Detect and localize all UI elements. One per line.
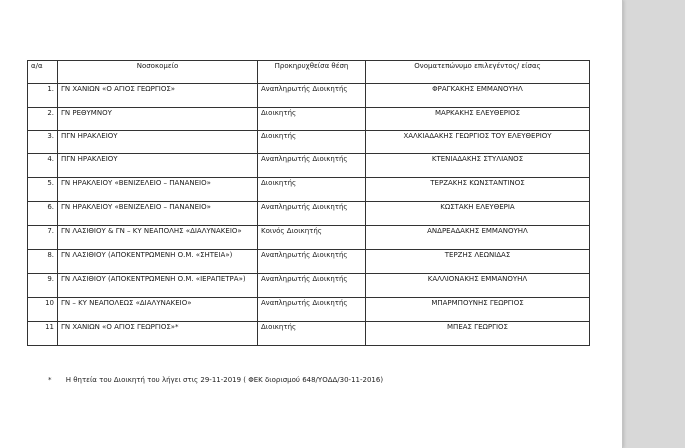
position-cell: Αναπληρωτής Διοικητής xyxy=(258,154,366,178)
row-number: 1. xyxy=(28,84,58,108)
position-cell: Αναπληρωτής Διοικητής xyxy=(258,202,366,226)
table-row xyxy=(28,202,590,226)
row-number: 2. xyxy=(28,108,58,131)
table-header-row xyxy=(28,61,590,84)
row-number: 6. xyxy=(28,202,58,226)
header-hospital: Νοσοκομείο xyxy=(58,61,258,84)
position-cell: Κοινός Διοικητής xyxy=(258,226,366,250)
name-cell: ΚΤΕΝΙΑΔΑΚΗΣ ΣΤΥΛΙΑΝΟΣ xyxy=(366,154,590,178)
row-number: 11 xyxy=(28,322,58,346)
table-row xyxy=(28,274,590,298)
name-cell: ΤΕΡΖΗΣ ΛΕΩΝΙΔΑΣ xyxy=(366,250,590,274)
table-row xyxy=(28,298,590,322)
name-cell: ΚΩΣΤΑΚΗ ΕΛΕΥΘΕΡΙΑ xyxy=(366,202,590,226)
footnote-marker: * xyxy=(48,376,52,384)
row-number: 4. xyxy=(28,154,58,178)
name-cell: ΜΠΑΡΜΠΟΥΝΗΣ ΓΕΩΡΓΙΟΣ xyxy=(366,298,590,322)
hospital-cell: ΓΝ ΛΑΣΙΘΙΟΥ (ΑΠΟΚΕΝΤΡΩΜΕΝΗ Ο.Μ. «ΣΗΤΕΙΑ») xyxy=(58,250,258,274)
row-number: 7. xyxy=(28,226,58,250)
position-cell: Αναπληρωτής Διοικητής xyxy=(258,274,366,298)
table-row xyxy=(28,250,590,274)
hospital-cell: ΓΝ ΧΑΝΙΩΝ «Ο ΑΓΙΟΣ ΓΕΩΡΓΙΟΣ» xyxy=(58,84,258,108)
footnote xyxy=(48,376,383,384)
position-cell: Αναπληρωτής Διοικητής xyxy=(258,298,366,322)
hospital-cell: ΓΝ – ΚΥ ΝΕΑΠΟΛΕΩΣ «ΔΙΑΛΥΝΑΚΕΙΟ» xyxy=(58,298,258,322)
table-row xyxy=(28,322,590,346)
row-number: 9. xyxy=(28,274,58,298)
table-row xyxy=(28,108,590,131)
hospital-cell: ΓΝ ΗΡΑΚΛΕΙΟΥ «ΒΕΝΙΖΕΛΕΙΟ – ΠΑΝΑΝΕΙΟ» xyxy=(58,202,258,226)
table-row xyxy=(28,131,590,154)
name-cell: ΚΑΛΛΙΟΝΑΚΗΣ ΕΜΜΑΝΟΥΗΛ xyxy=(366,274,590,298)
name-cell: ΧΑΛΚΙΑΔΑΚΗΣ ΓΕΩΡΓΙΟΣ ΤΟΥ ΕΛΕΥΘΕΡΙΟΥ xyxy=(366,131,590,154)
header-name: Ονοματεπώνυμο επιλεγέντος/ είσας xyxy=(366,61,590,84)
position-cell: Διοικητής xyxy=(258,178,366,202)
row-number: 8. xyxy=(28,250,58,274)
table-row xyxy=(28,226,590,250)
name-cell: ΜΠΕΑΣ ΓΕΩΡΓΙΟΣ xyxy=(366,322,590,346)
table-row xyxy=(28,154,590,178)
name-cell: ΦΡΑΓΚΑΚΗΣ ΕΜΜΑΝΟΥΗΛ xyxy=(366,84,590,108)
hospital-appointments-table xyxy=(27,60,590,346)
position-cell: Διοικητής xyxy=(258,131,366,154)
hospital-cell: ΠΓΝ ΗΡΑΚΛΕΙΟΥ xyxy=(58,131,258,154)
header-index: α/α xyxy=(28,61,58,84)
row-number: 3. xyxy=(28,131,58,154)
position-cell: Διοικητής xyxy=(258,108,366,131)
name-cell: ΤΕΡΖΑΚΗΣ ΚΩΝΣΤΑΝΤΙΝΟΣ xyxy=(366,178,590,202)
footnote-text: Η θητεία του Διοικητή του λήγει στις 29-11-2019 ( ΦΕΚ διορισμού 648/ΥΟΔΔ/30-11-2016) xyxy=(65,376,384,384)
position-cell: Αναπληρωτής Διοικητής xyxy=(258,84,366,108)
row-number: 5. xyxy=(28,178,58,202)
hospital-cell: ΠΓΝ ΗΡΑΚΛΕΙΟΥ xyxy=(58,154,258,178)
hospital-cell: ΓΝ ΧΑΝΙΩΝ «Ο ΑΓΙΟΣ ΓΕΩΡΓΙΟΣ»* xyxy=(58,322,258,346)
name-cell: ΜΑΡΚΑΚΗΣ ΕΛΕΥΘΕΡΙΟΣ xyxy=(366,108,590,131)
header-position: Προκηρυχθείσα θέση xyxy=(258,61,366,84)
position-cell: Διοικητής xyxy=(258,322,366,346)
position-cell: Αναπληρωτής Διοικητής xyxy=(258,250,366,274)
hospital-cell: ΓΝ ΛΑΣΙΘΙΟΥ (ΑΠΟΚΕΝΤΡΩΜΕΝΗ Ο.Μ. «ΙΕΡΑΠΕΤΡΑ») xyxy=(58,274,258,298)
hospital-cell: ΓΝ ΡΕΘΥΜΝΟΥ xyxy=(58,108,258,131)
row-number: 10 xyxy=(28,298,58,322)
hospital-cell: ΓΝ ΗΡΑΚΛΕΙΟΥ «ΒΕΝΙΖΕΛΕΙΟ – ΠΑΝΑΝΕΙΟ» xyxy=(58,178,258,202)
name-cell: ΑΝΔΡΕΑΔΑΚΗΣ ΕΜΜΑΝΟΥΗΛ xyxy=(366,226,590,250)
hospital-cell: ΓΝ ΛΑΣΙΘΙΟΥ & ΓΝ – ΚΥ ΝΕΑΠΟΛΗΣ «ΔΙΑΛΥΝΑΚΕΙΟ» xyxy=(58,226,258,250)
table-row xyxy=(28,84,590,108)
table-row xyxy=(28,178,590,202)
